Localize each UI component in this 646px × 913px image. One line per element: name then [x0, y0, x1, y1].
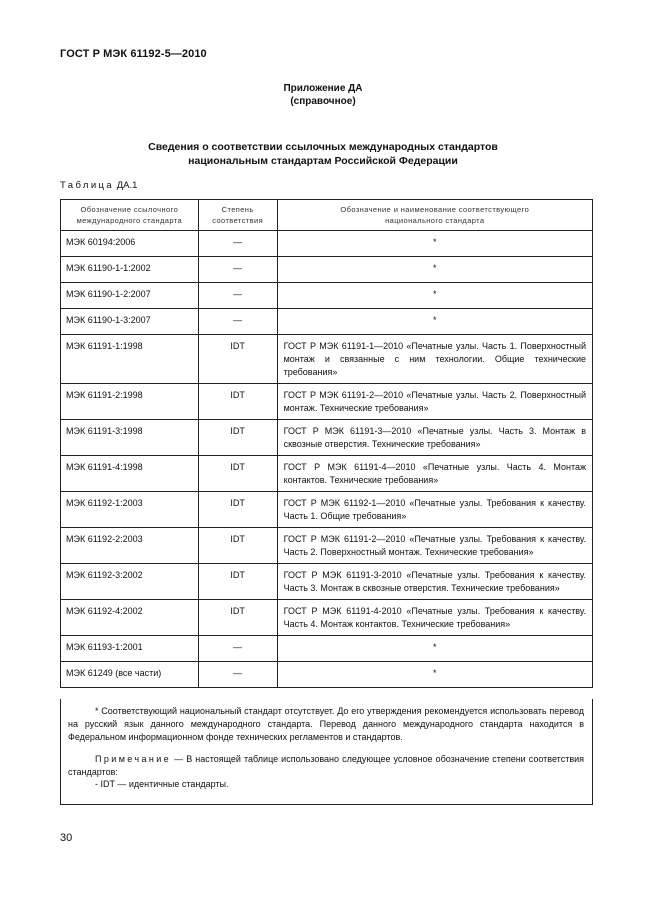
cell-degree: —: [198, 309, 277, 335]
cell-reference: МЭК 61192-1:2003: [61, 492, 199, 528]
cell-degree: IDT: [198, 335, 277, 384]
cell-reference: МЭК 61192-3:2002: [61, 564, 199, 600]
idt-definition: - IDT — идентичные стандарты.: [95, 779, 229, 789]
cell-reference: МЭК 60194:2006: [61, 231, 199, 257]
cell-degree: —: [198, 283, 277, 309]
cell-national: ГОСТ Р МЭК 61191-1—2010 «Печатные узлы. Часть 1. Поверхностный монтаж и связанные с ним технологии. Общие технические требования»: [277, 335, 592, 384]
cell-national: *: [277, 283, 592, 309]
appendix-title: Приложение ДА: [283, 83, 363, 94]
cell-reference: МЭК 61192-4:2002: [61, 600, 199, 636]
remark-body: — В настоящей таблице использовано следующее условное обозначение степени соответствия стандартов:: [68, 754, 584, 777]
cell-reference: МЭК 61190-1-3:2007: [61, 309, 199, 335]
document-header: ГОСТ Р МЭК 61192-5—2010: [60, 48, 207, 60]
table-row: [61, 309, 593, 335]
section-title: [0, 140, 646, 168]
cell-degree: IDT: [198, 384, 277, 420]
cell-national: *: [277, 257, 592, 283]
cell-degree: IDT: [198, 492, 277, 528]
cell-national: ГОСТ Р МЭК 61192-1—2010 «Печатные узлы. Требования к качеству. Часть 1. Общие требования»: [277, 492, 592, 528]
cell-reference: МЭК 61191-3:1998: [61, 420, 199, 456]
cell-national: *: [277, 636, 592, 662]
cell-degree: IDT: [198, 420, 277, 456]
cell-reference: МЭК 61192-2:2003: [61, 528, 199, 564]
table-row: [61, 600, 593, 636]
remark-label: Примечание: [95, 754, 172, 764]
table-row: [61, 636, 593, 662]
cell-degree: IDT: [198, 600, 277, 636]
cell-degree: IDT: [198, 456, 277, 492]
cell-reference: МЭК 61193-1:2001: [61, 636, 199, 662]
table-row: [61, 283, 593, 309]
cell-reference: МЭК 61190-1-1:2002: [61, 257, 199, 283]
cell-reference: МЭК 61249 (все части): [61, 662, 199, 688]
cell-reference: МЭК 61191-2:1998: [61, 384, 199, 420]
column-header-national: Обозначение и наименование соответствующего национального стандарта: [277, 200, 592, 231]
table-row: [61, 492, 593, 528]
cell-degree: —: [198, 257, 277, 283]
table-row: [61, 528, 593, 564]
table-row: [61, 384, 593, 420]
cell-degree: —: [198, 231, 277, 257]
cell-national: *: [277, 231, 592, 257]
cell-national: *: [277, 662, 592, 688]
cell-degree: —: [198, 636, 277, 662]
table-row: [61, 231, 593, 257]
correspondence-table: [60, 199, 593, 688]
cell-national: ГОСТ Р МЭК 61191-2—2010 «Печатные узлы. Часть 2. Поверхностный монтаж. Технические требования»: [277, 384, 592, 420]
table-row: [61, 456, 593, 492]
column-header-reference: Обозначение ссылочного международного стандарта: [61, 200, 199, 231]
section-title-line-2: национальным стандартам Российской Федерации: [188, 155, 458, 167]
remark-text: [68, 753, 584, 779]
table-caption: [60, 180, 137, 191]
table-row: [61, 662, 593, 688]
table-caption-prefix: Таблица: [60, 180, 115, 191]
cell-national: ГОСТ Р МЭК 61191-4-2010 «Печатные узлы. Требования к качеству. Часть 4. Монтаж контактов. Технические требования»: [277, 600, 592, 636]
appendix-heading: [0, 82, 646, 108]
footnote-text: * Соответствующий национальный стандарт отсутствует. До его утверждения рекомендуется использовать перевод на русский язык данного международного стандарта. Перевод данного международного стандарта находится в Федеральном информационном фонде технических регламентов и стандартов.: [68, 706, 584, 742]
cell-national: ГОСТ Р МЭК 61191-2—2010 «Печатные узлы. Требования к качеству. Часть 2. Поверхностный монтаж. Технические требования»: [277, 528, 592, 564]
cell-national: ГОСТ Р МЭК 61191-3—2010 «Печатные узлы. Часть 3. Монтаж в сквозные отверстия. Технические требования»: [277, 420, 592, 456]
section-title-line-1: Сведения о соответствии ссылочных международных стандартов: [148, 141, 498, 153]
cell-national: *: [277, 309, 592, 335]
table-row: [61, 564, 593, 600]
cell-degree: IDT: [198, 564, 277, 600]
cell-degree: —: [198, 662, 277, 688]
column-header-degree: Степень соответствия: [198, 200, 277, 231]
page-number: 30: [60, 832, 73, 844]
cell-degree: IDT: [198, 528, 277, 564]
table-row: [61, 335, 593, 384]
cell-reference: МЭК 61191-1:1998: [61, 335, 199, 384]
table-row: [61, 420, 593, 456]
table-header-row: [61, 200, 593, 231]
table-caption-number: ДА.1: [114, 180, 138, 191]
cell-reference: МЭК 61191-4:1998: [61, 456, 199, 492]
appendix-subtitle: (справочное): [290, 96, 356, 107]
cell-national: ГОСТ Р МЭК 61191-3-2010 «Печатные узлы. Требования к качеству. Часть 3. Монтаж в сквозные отверстия. Технические требования»: [277, 564, 592, 600]
cell-reference: МЭК 61190-1-2:2007: [61, 283, 199, 309]
table-row: [61, 257, 593, 283]
table-notes: [60, 699, 593, 805]
cell-national: ГОСТ Р МЭК 61191-4—2010 «Печатные узлы. Часть 4. Монтаж контактов. Технические требования»: [277, 456, 592, 492]
